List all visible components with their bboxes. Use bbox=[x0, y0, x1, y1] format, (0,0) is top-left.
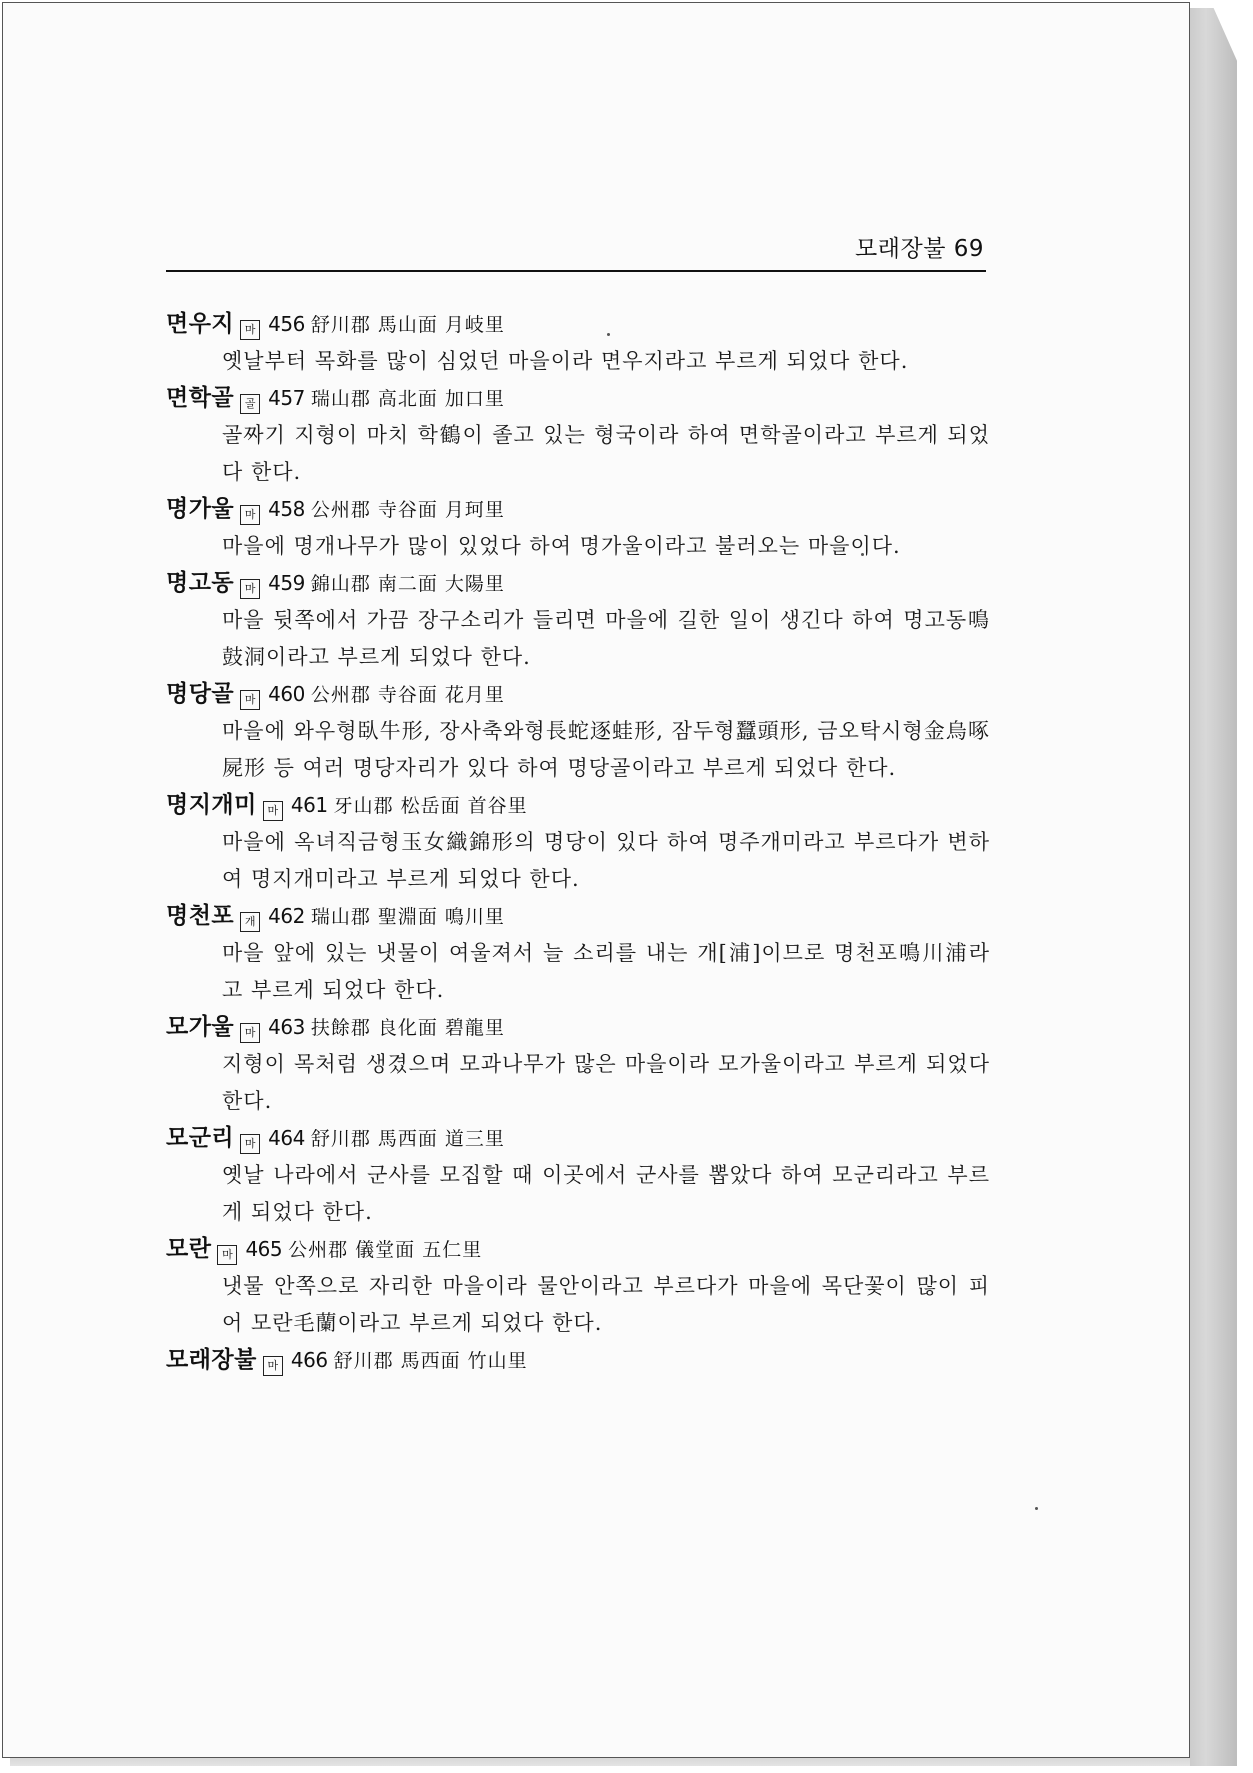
entry-term: 명당골 bbox=[166, 681, 235, 707]
entry-term: 명지개미 bbox=[166, 792, 257, 818]
category-box: 마 bbox=[217, 1245, 237, 1265]
entry-term: 면학골 bbox=[166, 385, 235, 411]
entry-head bbox=[166, 1231, 996, 1268]
entry-location: 舒川郡 馬西面 道三里 bbox=[310, 1128, 505, 1150]
entry-location: 扶餘郡 良化面 碧龍里 bbox=[310, 1017, 505, 1039]
entry-number: 456 bbox=[268, 312, 305, 336]
entry-head bbox=[166, 565, 996, 602]
entry-number: 463 bbox=[268, 1015, 305, 1039]
entry-number: 459 bbox=[268, 571, 305, 595]
entry-462 bbox=[166, 898, 996, 1009]
entry-description: 마을에 옥녀직금형玉女織錦形의 명당이 있다 하여 명주개미라고 부르다가 변하여 명지개미라고 부르게 되었다 한다. bbox=[222, 830, 990, 891]
entry-description: 지형이 목처럼 생겼으며 모과나무가 많은 마을이라 모가울이라고 부르게 되었다 한다. bbox=[222, 1052, 990, 1113]
entry-460 bbox=[166, 676, 996, 787]
entry-location: 公州郡 寺谷面 月珂里 bbox=[310, 499, 505, 521]
category-box: 마 bbox=[263, 1356, 283, 1376]
entry-head bbox=[166, 306, 996, 343]
category-box: 개 bbox=[240, 912, 260, 932]
entry-term: 모란 bbox=[166, 1236, 212, 1262]
entry-term: 모군리 bbox=[166, 1125, 235, 1151]
entry-head bbox=[166, 787, 996, 824]
running-header bbox=[166, 226, 986, 272]
entry-location: 牙山郡 松岳面 首谷里 bbox=[333, 795, 528, 817]
category-box: 마 bbox=[240, 1023, 260, 1043]
entry-location: 舒川郡 馬西面 竹山里 bbox=[333, 1350, 528, 1372]
entry-466 bbox=[166, 1342, 996, 1379]
entry-head bbox=[166, 380, 996, 417]
entry-description: 옛날 나라에서 군사를 모집할 때 이곳에서 군사를 뽑았다 하여 모군리라고 부르게 되었다 한다. bbox=[222, 1163, 990, 1224]
category-box: 마 bbox=[240, 579, 260, 599]
entry-location: 瑞山郡 高北面 加口里 bbox=[310, 388, 505, 410]
entry-456 bbox=[166, 306, 996, 380]
entry-465 bbox=[166, 1231, 996, 1342]
entry-description: 마을 앞에 있는 냇물이 여울져서 늘 소리를 내는 개[浦]이므로 명천포鳴川浦라고 부르게 되었다 한다. bbox=[222, 941, 990, 1002]
entry-head bbox=[166, 898, 996, 935]
category-box: 마 bbox=[240, 505, 260, 525]
page-stack-edge bbox=[1185, 8, 1237, 1766]
entry-number: 460 bbox=[268, 682, 305, 706]
entry-number: 464 bbox=[268, 1126, 305, 1150]
entry-location: 公州郡 寺谷面 花月里 bbox=[310, 684, 505, 706]
running-title: 모래장불 69 bbox=[855, 236, 984, 262]
entry-location: 瑞山郡 聖淵面 鳴川里 bbox=[310, 906, 505, 928]
entry-description: 마을에 명개나무가 많이 있었다 하여 명가울이라고 불러오는 마을이다. bbox=[222, 534, 901, 558]
entry-head bbox=[166, 676, 996, 713]
entry-description: 골짜기 지형이 마치 학鶴이 졸고 있는 형국이라 하여 면학골이라고 부르게 되었다 한다. bbox=[222, 423, 990, 484]
entry-461 bbox=[166, 787, 996, 898]
entry-description: 마을에 와우형臥牛形, 장사축와형長蛇逐蛙形, 잠두형蠶頭形, 금오탁시형金烏啄屍形 등 여러 명당자리가 있다 하여 명당골이라고 부르게 되었다 한다. bbox=[222, 719, 990, 780]
entry-term: 모래장불 bbox=[166, 1347, 257, 1373]
entry-term: 면우지 bbox=[166, 311, 235, 337]
entry-number: 457 bbox=[268, 386, 305, 410]
entry-number: 465 bbox=[245, 1237, 283, 1261]
entry-number: 466 bbox=[290, 1348, 328, 1372]
entry-464 bbox=[166, 1120, 996, 1231]
category-box: 마 bbox=[263, 801, 283, 821]
scan-speck bbox=[1035, 1507, 1038, 1510]
entry-head bbox=[166, 1342, 996, 1379]
entry-description: 마을 뒷쪽에서 가끔 장구소리가 들리면 마을에 길한 일이 생긴다 하여 명고동鳴鼓洞이라고 부르게 되었다 한다. bbox=[222, 608, 990, 669]
entry-head bbox=[166, 1120, 996, 1157]
entry-location: 公州郡 儀堂面 五仁里 bbox=[288, 1239, 483, 1261]
category-box: 마 bbox=[240, 1134, 260, 1154]
entry-number: 458 bbox=[268, 497, 305, 521]
entry-head bbox=[166, 1009, 996, 1046]
entry-location: 錦山郡 南二面 大陽里 bbox=[310, 573, 505, 595]
entry-term: 명천포 bbox=[166, 903, 235, 929]
entry-term: 모가울 bbox=[166, 1014, 235, 1040]
entry-457 bbox=[166, 380, 996, 491]
entry-location: 舒川郡 馬山面 月岐里 bbox=[310, 314, 505, 336]
entry-term: 명고동 bbox=[166, 570, 235, 596]
category-box: 마 bbox=[240, 690, 260, 710]
entry-463 bbox=[166, 1009, 996, 1120]
category-box: 마 bbox=[240, 320, 260, 340]
entry-head bbox=[166, 491, 996, 528]
entry-number: 462 bbox=[268, 904, 305, 928]
entry-term: 명가울 bbox=[166, 496, 235, 522]
dictionary-entries bbox=[166, 306, 996, 1379]
category-box: 골 bbox=[240, 394, 260, 414]
entry-458 bbox=[166, 491, 996, 565]
entry-description: 옛날부터 목화를 많이 심었던 마을이라 면우지라고 부르게 되었다 한다. bbox=[222, 349, 909, 373]
entry-459 bbox=[166, 565, 996, 676]
entry-number: 461 bbox=[290, 793, 328, 817]
entry-description: 냇물 안쪽으로 자리한 마을이라 물안이라고 부르다가 마을에 목단꽃이 많이 피어 모란毛蘭이라고 부르게 되었다 한다. bbox=[222, 1274, 990, 1335]
